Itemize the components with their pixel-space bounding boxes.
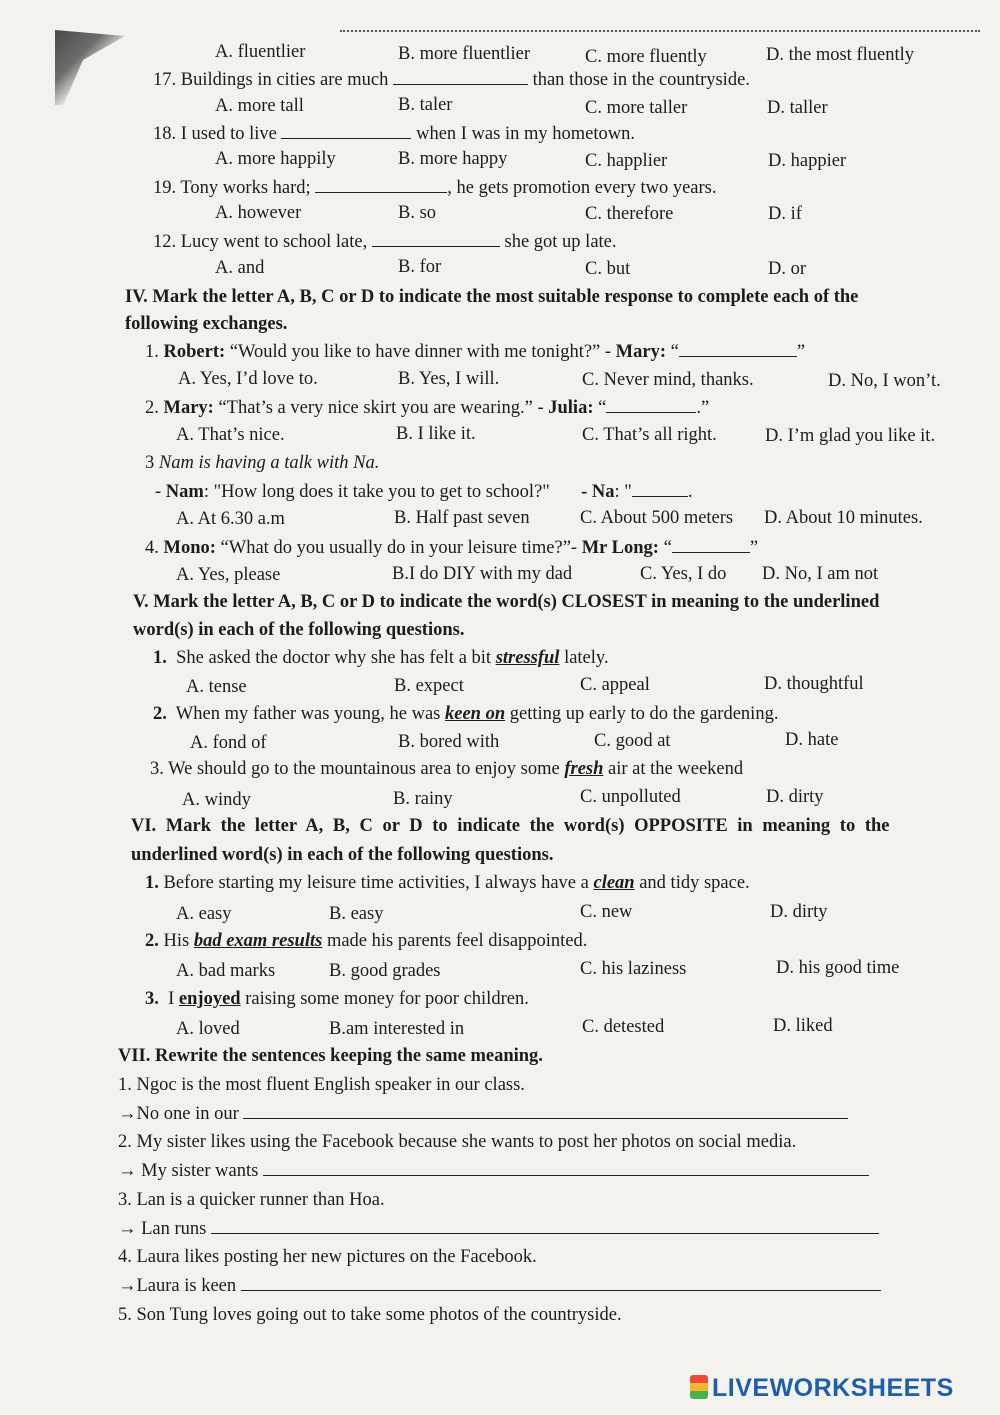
vi3-option-d[interactable]: D. liked [773, 1016, 833, 1036]
question-text: We should go to the mountainous area to enjoy some [168, 759, 560, 779]
question-text: 12. Lucy went to school late, [153, 232, 368, 252]
item-number: 1. [145, 342, 159, 362]
q19-option-a[interactable]: A. however [215, 203, 302, 223]
dash: - [155, 482, 162, 502]
ex4-option-b[interactable]: B.I do DIY with my dad [392, 564, 573, 584]
answer-blank[interactable] [281, 122, 411, 139]
answer-blank[interactable] [372, 230, 500, 247]
item-number: 3 [145, 453, 155, 473]
q17-option-a[interactable]: A. more tall [215, 96, 304, 116]
ex3-option-c[interactable]: C. About 500 meters [580, 508, 734, 528]
item-number: 4. [145, 538, 159, 558]
closest-q3 [150, 758, 743, 780]
section-v-heading: V. Mark the letter A, B, C or D to indicate the word(s) CLOSEST in meaning to the underlined [133, 592, 880, 612]
ex3-option-a[interactable]: A. At 6.30 a.m [176, 509, 285, 529]
item-number: 3. [145, 989, 159, 1009]
question-text: , he gets promotion every two years. [447, 178, 717, 198]
question-text: and tidy space. [639, 873, 750, 893]
speaker-name: Mr Long: [581, 538, 659, 558]
q18-option-a[interactable]: A. more happily [215, 149, 336, 169]
speaker-name: Robert: [163, 342, 226, 362]
rewrite-answer-3 [118, 1218, 879, 1240]
exchange-1 [145, 340, 805, 363]
quote-mark: “ [663, 538, 672, 558]
v1-option-c[interactable]: C. appeal [580, 675, 650, 695]
exchange-3 [155, 480, 692, 503]
rewrite-answer-1 [118, 1103, 848, 1125]
answer-blank[interactable] [632, 480, 688, 497]
q12-option-a[interactable]: A. and [215, 258, 265, 278]
answer-line[interactable] [263, 1161, 869, 1176]
underlined-word: bad exam results [193, 931, 323, 951]
vi2-option-b[interactable]: B. good grades [329, 961, 441, 981]
v3-option-a[interactable]: A. windy [182, 790, 251, 810]
rewrite-sentence-4: 4. Laura likes posting her new pictures on the Facebook. [118, 1247, 537, 1267]
vi2-option-d[interactable]: D. his good time [776, 958, 900, 978]
rewrite-prompt: →No one in our [118, 1104, 239, 1124]
rewrite-prompt: → Lan runs [118, 1219, 207, 1239]
ex1-option-a[interactable]: A. Yes, I’d love to. [178, 369, 318, 389]
question-text: I [168, 989, 175, 1009]
answer-blank[interactable] [672, 536, 750, 553]
utterance: : " [614, 482, 632, 502]
answer-blank[interactable] [393, 68, 528, 85]
question-text: lately. [564, 648, 609, 668]
speaker-name: Mono: [163, 538, 216, 558]
quote-mark: “ [670, 342, 679, 362]
item-number: 1. [153, 648, 167, 668]
question-text: made his parents feel disappointed. [326, 931, 588, 951]
speaker-name: Mary: [163, 398, 214, 418]
ex3-option-b[interactable]: B. Half past seven [394, 508, 530, 528]
v2-option-c[interactable]: C. good at [594, 731, 671, 751]
opposite-q3 [145, 988, 529, 1010]
underlined-word: fresh [564, 759, 604, 779]
q12-option-c[interactable]: C. but [585, 259, 631, 279]
question-text: 18. I used to live [153, 124, 277, 144]
top-dotted-divider [340, 30, 980, 32]
closest-q2 [153, 703, 778, 725]
item-number: 2. [145, 398, 159, 418]
question-text: air at the weekend [608, 759, 744, 779]
answer-line[interactable] [211, 1219, 879, 1234]
question-text: His [163, 931, 190, 951]
v3-option-c[interactable]: C. unpolluted [580, 787, 681, 807]
item-number: 3. [150, 759, 164, 779]
utterance: “That’s a very nice skirt you are wearing.” - [218, 398, 544, 418]
q12-option-b[interactable]: B. for [398, 257, 442, 277]
speaker-name: Julia: [548, 398, 594, 418]
speaker-name: Mary: [615, 342, 667, 362]
utterance: “What do you usually do in your leisure time?”- [220, 538, 578, 558]
q19-option-b[interactable]: B. so [398, 203, 437, 223]
ex2-option-b[interactable]: B. I like it. [396, 424, 476, 444]
vi2-option-c[interactable]: C. his laziness [580, 959, 687, 979]
vi1-option-d[interactable]: D. dirty [770, 902, 828, 922]
liveworksheets-logo [690, 1374, 954, 1403]
underlined-word: clean [593, 873, 635, 893]
exchange-3-context [145, 452, 379, 474]
question-text: 19. Tony works hard; [153, 178, 311, 198]
answer-line[interactable] [243, 1104, 848, 1119]
vi3-option-a[interactable]: A. loved [176, 1019, 240, 1039]
v2-option-b[interactable]: B. bored with [398, 732, 500, 752]
vi1-option-b[interactable]: B. easy [329, 904, 384, 924]
answer-blank[interactable] [315, 176, 447, 193]
q12-option-d[interactable]: D. or [768, 259, 807, 279]
v3-option-b[interactable]: B. rainy [393, 789, 453, 809]
rewrite-prompt: → My sister wants [118, 1161, 259, 1181]
question-text: raising some money for poor children. [245, 989, 529, 1009]
ex4-option-a[interactable]: A. Yes, please [176, 565, 281, 585]
ex1-option-d[interactable]: D. No, I won’t. [828, 371, 941, 391]
question-17 [153, 68, 750, 91]
underlined-word: stressful [495, 648, 560, 668]
question-text: when I was in my hometown. [416, 124, 635, 144]
scan-corner-shadow [55, 30, 125, 105]
answer-blank[interactable] [606, 396, 696, 413]
opposite-q1 [145, 872, 750, 894]
v1-option-d[interactable]: D. thoughtful [764, 674, 864, 694]
ex2-option-c[interactable]: C. That’s all right. [582, 425, 717, 445]
q18-option-b[interactable]: B. more happy [398, 149, 508, 169]
v2-option-d[interactable]: D. hate [785, 730, 839, 750]
question-text: getting up early to do the gardening. [509, 704, 779, 724]
rewrite-sentence-3: 3. Lan is a quicker runner than Hoa. [118, 1190, 385, 1210]
context-text: Nam is having a talk with Na. [158, 453, 380, 473]
ex2-option-d[interactable]: D. I’m glad you like it. [765, 426, 936, 446]
question-text: When my father was young, he was [175, 704, 441, 724]
rewrite-sentence-1: 1. Ngoc is the most fluent English speaker in our class. [118, 1075, 525, 1095]
rewrite-answer-4 [118, 1275, 881, 1297]
v3-option-d[interactable]: D. dirty [766, 787, 824, 807]
vi3-option-b[interactable]: B.am interested in [329, 1019, 465, 1039]
exchange-2 [145, 396, 709, 419]
v1-option-b[interactable]: B. expect [394, 676, 464, 696]
question-text: than those in the countryside. [532, 70, 750, 90]
ex1-option-c[interactable]: C. Never mind, thanks. [582, 370, 754, 390]
closest-q1 [153, 647, 609, 669]
answer-line[interactable] [241, 1276, 881, 1291]
speaker-name: - Na [581, 482, 615, 502]
vi1-option-a[interactable]: A. easy [176, 904, 232, 924]
rewrite-prompt: →Laura is keen [118, 1276, 237, 1296]
item-number: 2. [145, 931, 159, 951]
quote-mark: .” [696, 398, 710, 418]
question-19 [153, 176, 717, 199]
section-vi-heading: VI. Mark the letter A, B, C or D to indicate the word(s) OPPOSITE in meaning to the [131, 816, 890, 836]
q17-option-c[interactable]: C. more taller [585, 98, 688, 118]
question-text: Before starting my leisure time activities, I always have a [163, 873, 589, 893]
question-12 [153, 230, 617, 253]
q18-option-c[interactable]: C. happlier [585, 151, 668, 171]
ex4-option-d[interactable]: D. No, I am not [762, 564, 879, 584]
v2-option-a[interactable]: A. fond of [190, 733, 267, 753]
q17-option-b[interactable]: B. taler [398, 95, 453, 115]
item-number: 2. [153, 704, 167, 724]
underlined-word: enjoyed [178, 989, 241, 1009]
q19-option-c[interactable]: C. therefore [585, 204, 674, 224]
q16-option-d[interactable]: D. the most fluently [766, 45, 914, 65]
logo-badge-icon [690, 1375, 708, 1399]
quote-mark: ” [796, 342, 806, 362]
rewrite-sentence-2: 2. My sister likes using the Facebook because she wants to post her photos on social media. [118, 1132, 797, 1152]
logo-text: LIVEWORKSHEETS [712, 1374, 954, 1402]
q18-option-d[interactable]: D. happier [768, 151, 847, 171]
underlined-word: keen on [445, 704, 506, 724]
vi2-option-a[interactable]: A. bad marks [176, 961, 276, 981]
section-iv-heading-cont: following exchanges. [125, 314, 288, 334]
rewrite-answer-2 [118, 1160, 869, 1182]
opposite-q2 [145, 930, 587, 952]
quote-mark: “ [598, 398, 607, 418]
v1-option-a[interactable]: A. tense [186, 677, 247, 697]
item-number: 1. [145, 873, 159, 893]
ex4-option-c[interactable]: C. Yes, I do [640, 564, 727, 584]
rewrite-sentence-5: 5. Son Tung loves going out to take some photos of the countryside. [118, 1305, 622, 1325]
end-mark: . [687, 482, 693, 502]
ex2-option-a[interactable]: A. That’s nice. [176, 425, 285, 445]
q17-option-d[interactable]: D. taller [767, 98, 828, 118]
utterance: : "How long does it take you to get to school?" [203, 482, 550, 502]
question-text: she got up late. [504, 232, 617, 252]
question-18 [153, 122, 635, 145]
q16-option-c[interactable]: C. more fluently [585, 47, 707, 67]
vi1-option-c[interactable]: C. new [580, 902, 633, 922]
utterance: “Would you like to have dinner with me tonight?” - [229, 342, 612, 362]
section-v-heading-cont: word(s) in each of the following questions. [133, 620, 465, 640]
ex1-option-b[interactable]: B. Yes, I will. [398, 369, 500, 389]
q16-option-a[interactable]: A. fluentlier [215, 42, 306, 62]
q19-option-d[interactable]: D. if [768, 204, 802, 224]
question-text: 17. Buildings in cities are much [153, 70, 389, 90]
section-iv-heading: IV. Mark the letter A, B, C or D to indicate the most suitable response to complete each of the [125, 287, 859, 307]
section-vi-heading-cont: underlined word(s) in each of the following questions. [131, 845, 554, 865]
section-vii-heading: VII. Rewrite the sentences keeping the same meaning. [118, 1046, 543, 1066]
vi3-option-c[interactable]: C. detested [582, 1017, 665, 1037]
answer-blank[interactable] [679, 340, 797, 357]
quote-mark: ” [749, 538, 759, 558]
q16-option-b[interactable]: B. more fluentlier [398, 44, 531, 64]
question-text: She asked the doctor why she has felt a bit [176, 648, 492, 668]
ex3-option-d[interactable]: D. About 10 minutes. [764, 508, 923, 528]
exchange-4 [145, 536, 758, 559]
speaker-name: Nam [165, 482, 204, 502]
